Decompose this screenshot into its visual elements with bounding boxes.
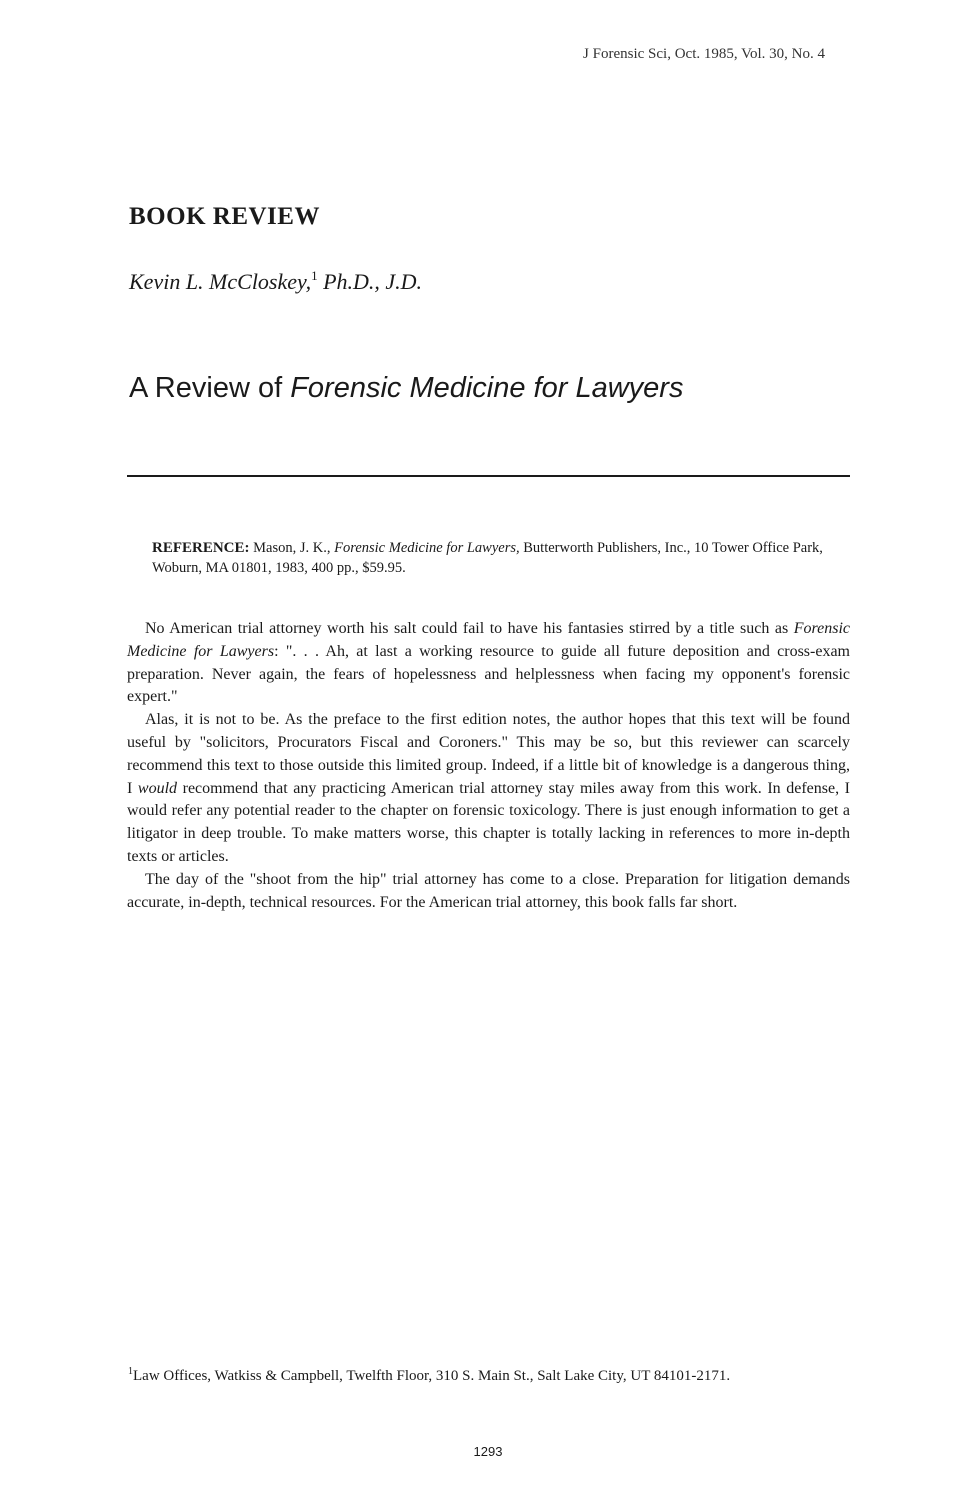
title-rule [127, 475, 850, 477]
article-title [129, 372, 683, 405]
p1-book-title: Forensic Medicine for Lawyers [127, 620, 851, 660]
footnote [128, 1366, 850, 1385]
section-label: BOOK REVIEW [129, 203, 320, 230]
review-body [127, 618, 850, 914]
page-number: 1293 [473, 1444, 503, 1459]
p2-start: Alas, it is not to be. As the preface to the first edition notes, the author hopes that this text will be found useful by "solicitors, Procurators Fiscal and Coroners." This may be so, but this reviewer can scarcely recommend this text to those outside this limited group. Indeed, if a little bit of knowledge is a dangerous thing, I [127, 711, 850, 797]
reference-book: Forensic Medicine for Lawyers, [334, 540, 520, 556]
author-name: Kevin L. McCloskey, [129, 269, 312, 294]
p1-end: : ". . . Ah, at last a working resource to guide all future deposition and cross-exam preparation. Never again, the fears of hopelessness and helplessness when facing my opponent's forensic expert." [127, 642, 851, 706]
reference-author: Mason, J. K., [253, 540, 331, 556]
author-degrees: Ph.D., J.D. [323, 269, 423, 294]
p2-end: recommend that any practicing American trial attorney stay miles away from this work. In defense, I would refer any potential reader to the chapter on forensic toxicology. There is just enough information to get a litigator in deep trouble. To make matters worse, this chapter is totally lacking in references to more in-depth texts or articles. [127, 779, 851, 865]
author-footnote-mark: 1 [311, 268, 318, 283]
title-prefix: A Review of [129, 372, 291, 404]
p2-emphasis: would [137, 779, 178, 797]
reference-details: Butterworth Publishers, Inc., 10 Tower Office Park, Woburn, MA 01801, 1983, 400 pp., $59.95. [152, 540, 823, 576]
paragraph-3: The day of the "shoot from the hip" trial attorney has come to a close. Preparation for litigation demands accurate, in-depth, technical resources. For the American trial attorney, this book falls far short. [127, 870, 850, 911]
title-book: Forensic Medicine for Lawyers [290, 372, 684, 404]
author-line [129, 268, 422, 295]
reference-label: REFERENCE: [152, 540, 250, 556]
footnote-mark: 1 [128, 1366, 133, 1377]
reference-block [152, 538, 832, 578]
paragraph-2 [127, 709, 850, 869]
paragraph-1 [127, 618, 850, 709]
footnote-text: Law Offices, Watkiss & Campbell, Twelfth Floor, 310 S. Main St., Salt Lake City, UT 84101-2171. [133, 1368, 731, 1384]
p1-start: No American trial attorney worth his salt could fail to have his fantasies stirred by a title such as [145, 620, 789, 637]
running-head: J Forensic Sci, Oct. 1985, Vol. 30, No. 4 [583, 46, 825, 62]
